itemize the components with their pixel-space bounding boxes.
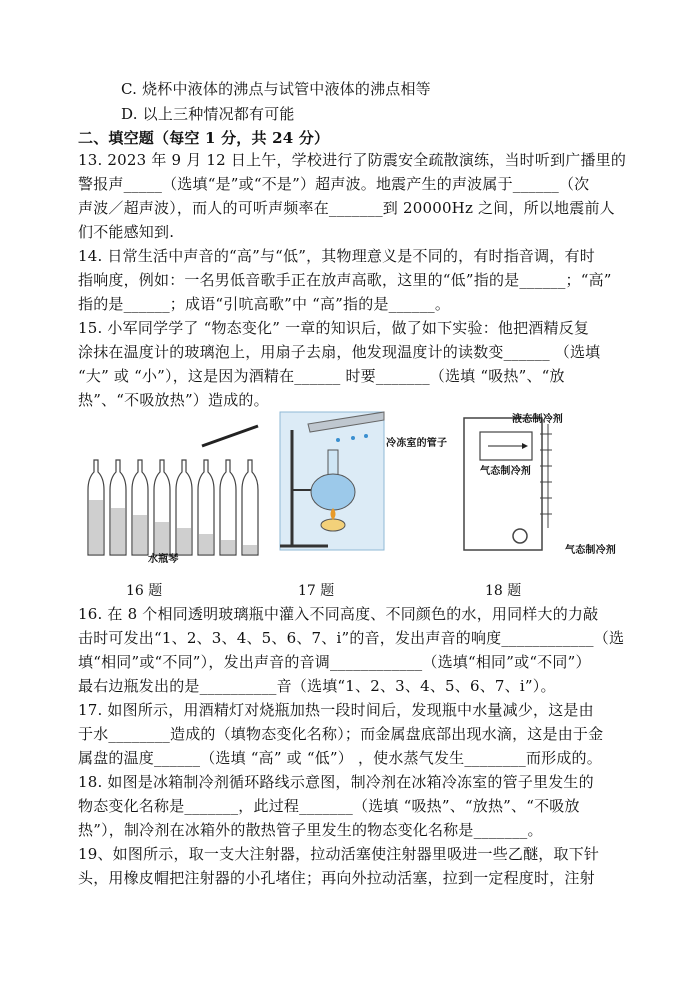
q16-line-4: 最右边瓶发出的是__________音（选填“1、2、3、4、5、6、7、i”）。 [78,677,556,695]
q13-line-1: 13. 2023 年 9 月 12 日上午，学校进行了防震安全疏散演练，当时听到广播里的 [78,151,627,169]
q18-line-1: 18. 如图是冰箱制冷剂循环路线示意图，制冷剂在冰箱冷冻室的管子里发生的 [78,773,594,791]
q18-line-2: 物态变化名称是_______，此过程_______（选填 “吸热”、“放热”、“不吸放 [78,797,580,815]
q15-line-2: 涂抹在温度计的玻璃泡上，用扇子去扇，他发现温度计的读数变______ （选填 [78,343,601,361]
q19-line-1: 19、如图所示，取一支大注射器，拉动活塞使注射器里吸进一些乙醚，取下针 [78,845,600,863]
option-d: D. 以上三种情况都有可能 [121,105,295,123]
alcohol-lamp [321,519,345,531]
fig16-label: 水瓶琴 [148,554,179,565]
q17-line-1: 17. 如图所示，用酒精灯对烧瓶加热一段时间后，发现瓶中水量减少，这是由 [78,701,594,719]
fig18-label-gas-2: 气态制冷剂 [565,545,616,556]
condenser [540,420,552,528]
q16-line-2: 击时可发出“1、2、3、4、5、6、7、i”的音，发出声音的响度____________（选 [78,629,625,647]
q17-line-2: 于水________造成的（填物态变化名称）；而金属盘底部出现水滴，这是由于金 [78,725,604,743]
q14-line-1: 14. 日常生活中声音的“高”与“低”，其物理意义是不同的，有时指音调，有时 [78,247,595,265]
water-levels [89,500,257,554]
figure-16-bottles [80,420,260,570]
q13-line-2: 警报声_____（选填“是”或“不是”）超声波。地震产生的声波属于______（次 [78,175,590,193]
fig18-label-pipe: 冷冻室的管子 [386,438,448,449]
q19-line-2: 头，用橡皮帽把注射器的小孔堵住；再向外拉动活塞，拉到一定程度时，注射 [78,869,595,887]
caption-17: 17 题 [298,583,335,599]
option-c: C. 烧杯中液体的沸点与试管中液体的沸点相等 [121,80,431,98]
q16-line-3: 填“相同”或“不同”），发出声音的音调____________（选填“相同”或“不同”） [78,653,591,671]
q14-line-3: 指的是______；成语“引吭高歌”中 “高”指的是______。 [78,295,451,313]
q16-line-1: 16. 在 8 个相同透明玻璃瓶中灌入不同高度、不同颜色的水，用同样大的力敲 [78,605,599,623]
section-heading: 二、填空题（每空 1 分，共 24 分） [78,129,330,147]
caption-18: 18 题 [485,583,522,599]
fridge-body [464,418,542,550]
q15-line-4: 热”、“不吸放热”）造成的。 [78,391,269,409]
fig18-label-liquid: 液态制冷剂 [512,414,563,425]
fig18-label-gas-1: 气态制冷剂 [480,466,531,477]
compressor [513,529,527,543]
striking-stick [202,426,258,446]
q13-line-4: 们不能感知到. [78,223,175,241]
q13-line-3: 声波／超声波），而人的可听声频率在_______到 20000Hz 之间，所以地震前人 [78,199,615,217]
q17-line-3: 属盘的温度______（选填 “高” 或 “低”） ，使水蒸气发生________而形成的。 [78,749,602,767]
q18-line-3: 热”），制冷剂在冰箱外的散热管子里发生的物态变化名称是_______。 [78,821,543,839]
caption-16: 16 题 [126,583,163,599]
q14-line-2: 指响度，例如：一名男低音歌手正在放声高歌，这里的“低”指的是______；“高” [78,271,612,289]
figure-17-flask [278,410,388,552]
q15-line-1: 15. 小军同学学了 “物态变化” 一章的知识后，做了如下实验：他把酒精反复 [78,319,590,337]
q15-line-3: “大” 或 “小”），这是因为酒精在______ 时要_______（选填 “吸热”、“放 [78,367,565,385]
flask [311,474,355,510]
